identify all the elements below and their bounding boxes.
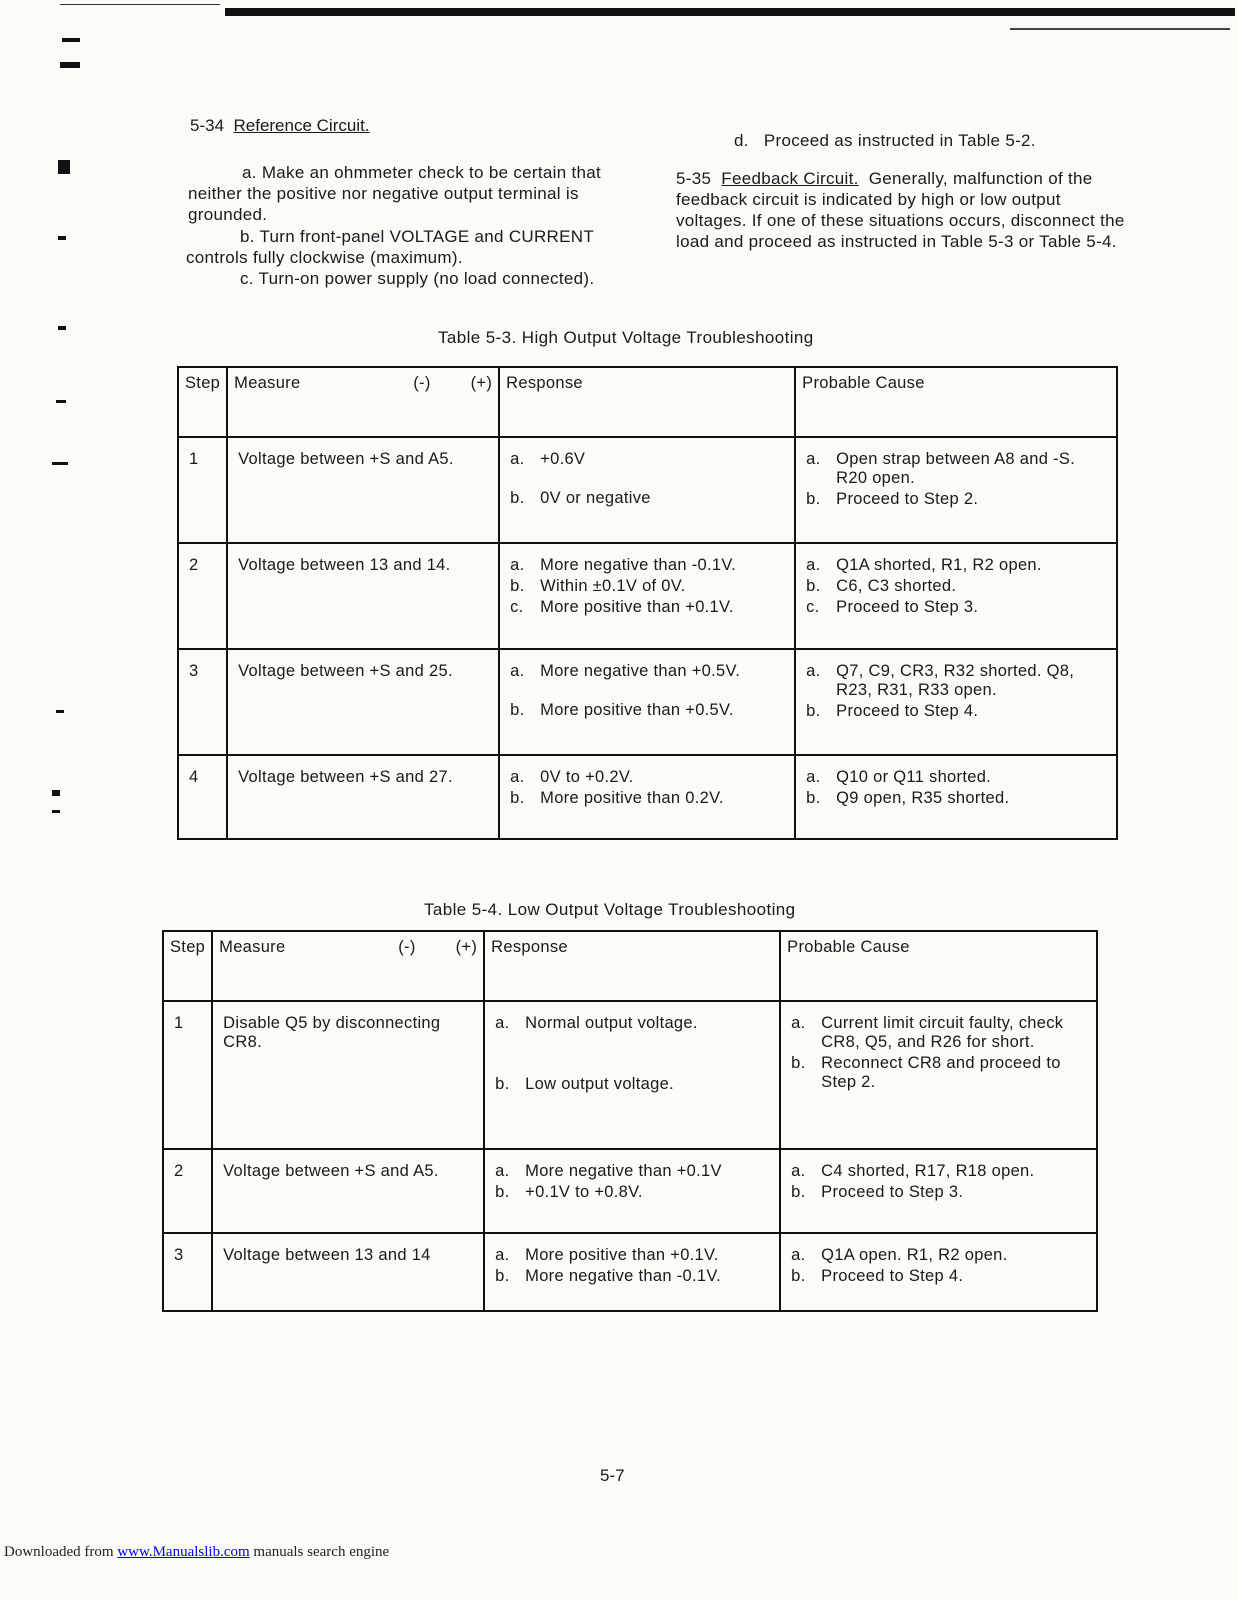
header-cause: Probable Cause bbox=[795, 367, 1117, 437]
response-cell: a. More negative than -0.1V. b. Within ±0.1V of 0V. c. More positive than +0.1V. bbox=[499, 543, 795, 649]
measure-cell: Voltage between 13 and 14. bbox=[227, 543, 499, 649]
header-response: Response bbox=[484, 931, 780, 1001]
footer-suffix: manuals search engine bbox=[249, 1544, 390, 1560]
header-step: Step bbox=[178, 367, 227, 437]
table-row bbox=[178, 649, 1117, 755]
step-a-text: Make an ohmmeter check to be certain that neither the positive nor negative output terminal is grounded. bbox=[188, 163, 602, 224]
step-cell: 1 bbox=[178, 437, 227, 543]
measure-cell: Voltage between +S and A5. bbox=[227, 437, 499, 543]
response-cell: a. Normal output voltage. b. Low output voltage. bbox=[484, 1001, 780, 1149]
response-cell: a. More negative than +0.5V. b. More positive than +0.5V. bbox=[499, 649, 795, 755]
table-5-4 bbox=[162, 930, 1098, 1312]
header-response: Response bbox=[499, 367, 795, 437]
step-cell: 1 bbox=[163, 1001, 212, 1149]
cause-cell: a. Q1A shorted, R1, R2 open. b. C6, C3 shorted. c. Proceed to Step 3. bbox=[795, 543, 1117, 649]
header-step: Step bbox=[163, 931, 212, 1001]
section-number: 5-34 bbox=[190, 116, 225, 135]
section-title: Reference Circuit. bbox=[233, 116, 370, 135]
header-measure: Measure (-) (+) bbox=[212, 931, 484, 1001]
cause-cell: a. Q7, C9, CR3, R32 shorted. Q8, R23, R31, R33 open. b. Proceed to Step 4. bbox=[795, 649, 1117, 755]
header-cause: Probable Cause bbox=[780, 931, 1097, 1001]
table-row bbox=[178, 755, 1117, 839]
cause-cell: a. Current limit circuit faulty, check CR8, Q5, and R26 for short. b. Reconnect CR8 and proceed to Step 2. bbox=[780, 1001, 1097, 1149]
response-cell: a. More positive than +0.1V. b. More negative than -0.1V. bbox=[484, 1233, 780, 1311]
step-c-text: Turn-on power supply (no load connected). bbox=[258, 269, 595, 288]
step-b-paragraph: b. Turn front-panel VOLTAGE and CURRENT controls fully clockwise (maximum). bbox=[186, 227, 594, 267]
measure-cell: Voltage between 13 and 14 bbox=[212, 1233, 484, 1311]
cause-cell: a. C4 shorted, R17, R18 open. b. Proceed to Step 3. bbox=[780, 1149, 1097, 1233]
step-d-text: Proceed as instructed in Table 5-2. bbox=[763, 131, 1036, 150]
footer-prefix: Downloaded from bbox=[4, 1544, 118, 1560]
table-row bbox=[178, 543, 1117, 649]
table-row bbox=[178, 437, 1117, 543]
section-5-35-body: Generally, malfunction of the feedback circuit is indicated by high or low output voltages. If one of these situations occurs, disconnect the load and proceed as instructed in Table 5-3 or Table 5-4. bbox=[676, 169, 1125, 251]
section-number: 5-35 bbox=[676, 169, 712, 188]
table-5-3 bbox=[177, 366, 1118, 840]
cause-cell: a. Q10 or Q11 shorted. b. Q9 open, R35 shorted. bbox=[795, 755, 1117, 839]
measure-cell: Voltage between +S and A5. bbox=[212, 1149, 484, 1233]
step-cell: 3 bbox=[163, 1233, 212, 1311]
step-cell: 2 bbox=[163, 1149, 212, 1233]
section-5-35-paragraph bbox=[676, 168, 1128, 252]
header-measure: Measure (-) (+) bbox=[227, 367, 499, 437]
response-cell: a. 0V to +0.2V. b. More positive than 0.2V. bbox=[499, 755, 795, 839]
measure-cell: Voltage between +S and 25. bbox=[227, 649, 499, 755]
table-row bbox=[163, 1233, 1097, 1311]
step-cell: 4 bbox=[178, 755, 227, 839]
section-5-34-heading bbox=[190, 116, 370, 136]
table-header-row bbox=[178, 367, 1117, 437]
step-cell: 2 bbox=[178, 543, 227, 649]
step-cell: 3 bbox=[178, 649, 227, 755]
measure-cell: Voltage between +S and 27. bbox=[227, 755, 499, 839]
table-5-4-caption: Table 5-4. Low Output Voltage Troubleshooting bbox=[424, 900, 796, 919]
step-b-text: Turn front-panel VOLTAGE and CURRENT controls fully clockwise (maximum). bbox=[186, 227, 594, 267]
table-5-3-caption: Table 5-3. High Output Voltage Troubleshooting bbox=[438, 328, 814, 347]
cause-cell: a. Open strap between A8 and -S. R20 open. b. Proceed to Step 2. bbox=[795, 437, 1117, 543]
response-cell: a. +0.6V b. 0V or negative bbox=[499, 437, 795, 543]
download-footer bbox=[4, 1544, 389, 1561]
step-c-paragraph: c. Turn-on power supply (no load connected). bbox=[240, 269, 595, 288]
step-d-paragraph: d. Proceed as instructed in Table 5-2. bbox=[734, 131, 1036, 150]
section-title: Feedback Circuit. bbox=[721, 169, 859, 188]
response-cell: a. More negative than +0.1V b. +0.1V to +0.8V. bbox=[484, 1149, 780, 1233]
table-header-row bbox=[163, 931, 1097, 1001]
page-number: 5-7 bbox=[600, 1466, 625, 1485]
manualslib-link[interactable]: www.Manualslib.com bbox=[117, 1544, 250, 1560]
measure-cell: Disable Q5 by disconnecting CR8. bbox=[212, 1001, 484, 1149]
table-row bbox=[163, 1149, 1097, 1233]
step-a-paragraph: a. Make an ohmmeter check to be certain that neither the positive nor negative output terminal is grounded. bbox=[188, 163, 602, 224]
scan-top-band bbox=[0, 0, 1237, 30]
cause-cell: a. Q1A open. R1, R2 open. b. Proceed to Step 4. bbox=[780, 1233, 1097, 1311]
table-row bbox=[163, 1001, 1097, 1149]
